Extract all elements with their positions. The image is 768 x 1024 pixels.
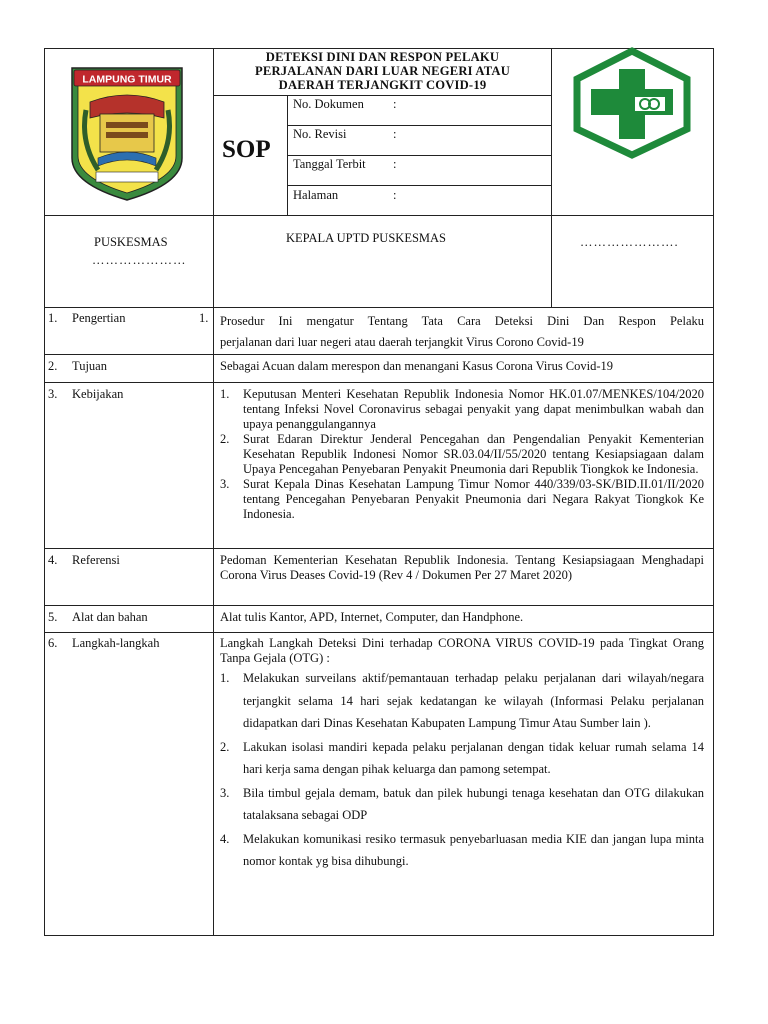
row-label-pengertian: Pengertian	[72, 311, 126, 325]
langkah-list	[220, 667, 704, 873]
kebijakan-list	[220, 387, 704, 522]
list-item: 3. Surat Kepala Dinas Kesehatan Lampung Timur Nomor 440/339/03-SK/BID.II.01/II/2020 tentang Pencegahan Penyebaran Penyakit Pneumonia dari Negara Rakyat Tiongkok Ke Indonesia.	[220, 477, 704, 521]
list-item: 2. Lakukan isolasi mandiri kepada pelaku perjalanan dengan tidak keluar rumah selama 14 hari kerja sama dengan pihak keluarga dan pamong setempat.	[220, 739, 704, 776]
row-number: 6.	[48, 636, 58, 650]
row-number: 1.	[48, 311, 58, 325]
list-item: 2. Surat Edaran Direktur Jenderal Pencegahan dan Pengendalian Penyakit Kementerian Kesehatan Republik Indonesi Nomor SR.03.04/II/55/2020 tentang Kesiapsiagaan dalam Upaya Pencegahan Penyebaran Penyakit Pneumonia dari Republik Tiongkok ke Indonesia.	[220, 432, 704, 476]
pengertian-text: Prosedur Ini mengatur Tentang Tata Cara Deteksi Dini Dan Respon Pelaku perjalanan dari luar negeri atau daerah terjangkit Virus Corono Covid-19	[220, 314, 704, 349]
list-item: 1. Melakukan surveilans aktif/pemantauan terhadap pelaku perjalanan dari wilayah/negara terjangkit selama 14 hari sejak kedatangan ke wilayah (Informasi Pelaku perjalanan didapatkan dari Dinas Kesehatan Kabupaten Lampung Timur Atau Sumber lain ).	[220, 671, 704, 730]
list-item: 3. Bila timbul gejala demam, batuk dan pilek hubungi tenaga kesehatan dan OTG dilakukan tatalaksana sebagai ODP	[220, 785, 704, 822]
title-line: DAERAH TERJANGKIT COVID-19	[278, 78, 487, 92]
kepala-uptd-label: KEPALA UPTD PUSKESMAS	[286, 231, 446, 245]
meta-tanggal-terbit: Tanggal Terbit :	[293, 157, 397, 171]
lampung-timur-logo	[68, 62, 186, 204]
list-item: 1. Keputusan Menteri Kesehatan Republik Indonesia Nomor HK.01.07/MENKES/104/2020 tentang Infeksi Novel Coronavirus sebagai penyakit yang dapat menimbulkan wabah dan upaya penanggulangannya	[220, 387, 704, 431]
puskesmas-label: PUSKESMAS	[94, 235, 168, 249]
puskesmas-logo	[571, 47, 693, 159]
langkah-intro: Langkah Langkah Deteksi Dini terhadap CORONA VIRUS COVID-19 pada Tingkat Orang Tanpa Gejala (OTG) :	[220, 636, 704, 665]
row-label-alat-dan-bahan: Alat dan bahan	[72, 610, 148, 624]
referensi-text: Pedoman Kementerian Kesehatan Republik Indonesia. Tentang Kesiapsiagaan Menghadapi Corona Virus Deases Covid-19 (Rev 4 / Dokumen Per 27 Maret 2020)	[220, 553, 704, 582]
meta-halaman: Halaman :	[293, 188, 397, 202]
row-label-langkah-langkah: Langkah-langkah	[72, 636, 160, 650]
meta-no-revisi: No. Revisi :	[293, 127, 397, 141]
row-label-referensi: Referensi	[72, 553, 120, 567]
list-item: 4. Melakukan komunikasi resiko termasuk penyebarluasan media KIE dan jangan lupa minta nomor kontak yg bisa dihubungi.	[220, 831, 704, 868]
row-label-tujuan: Tujuan	[72, 359, 107, 373]
tujuan-text: Sebagai Acuan dalam merespon dan menangani Kasus Corona Virus Covid-19	[220, 359, 614, 373]
kepala-signature-dots: ………………….	[580, 235, 679, 249]
meta-no-dokumen: No. Dokumen :	[293, 97, 397, 111]
document-title	[214, 50, 551, 92]
sop-label: SOP	[222, 136, 271, 163]
puskesmas-dots: …………………	[92, 253, 187, 267]
row-sub-number: 1.	[199, 311, 209, 325]
title-line: DETEKSI DINI DAN RESPON PELAKU	[265, 50, 500, 64]
svg-text:LAMPUNG TIMUR: LAMPUNG TIMUR	[82, 73, 172, 86]
row-number: 2.	[48, 359, 58, 373]
alat-text: Alat tulis Kantor, APD, Internet, Computer, dan Handphone.	[220, 610, 524, 624]
row-number: 4.	[48, 553, 58, 567]
title-line: PERJALANAN DARI LUAR NEGERI ATAU	[254, 64, 511, 78]
row-label-kebijakan: Kebijakan	[72, 387, 124, 401]
row-number: 3.	[48, 387, 58, 401]
row-number: 5.	[48, 610, 58, 624]
